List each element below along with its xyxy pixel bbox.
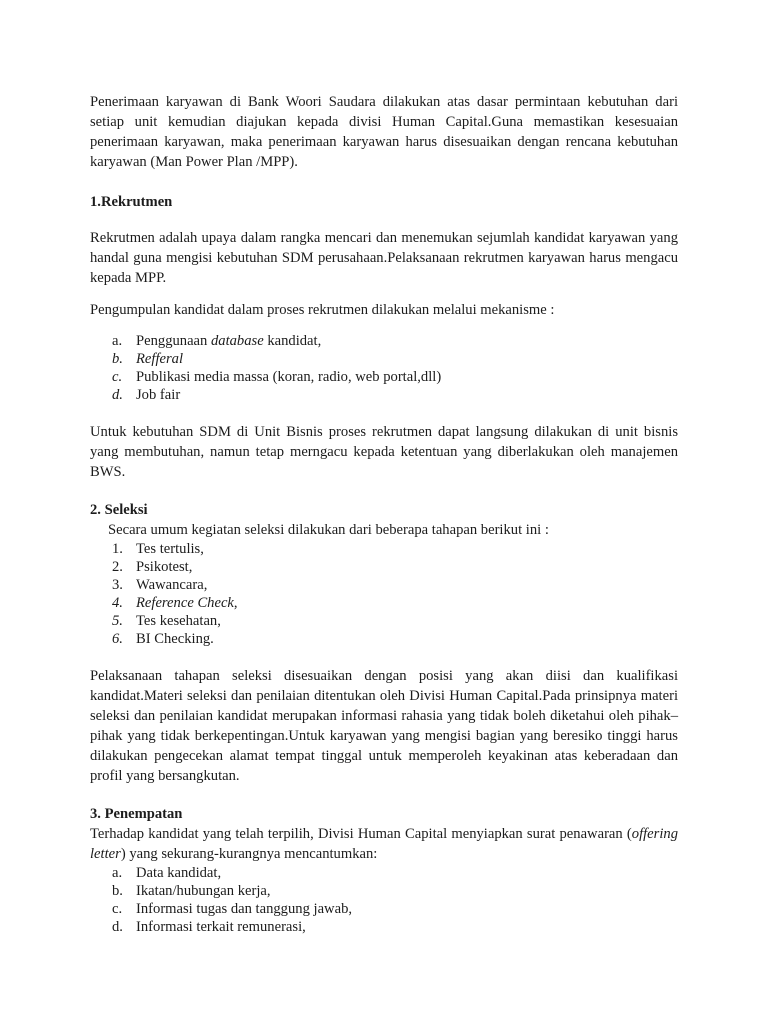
list-item <box>90 558 678 576</box>
list-item-italic-text: database <box>210 333 264 349</box>
list-marker: d. <box>112 919 123 935</box>
list-item <box>90 612 678 630</box>
seleksi-intro: Secara umum kegiatan seleksi dilakukan dari beberapa tahapan berikut ini : <box>108 522 549 538</box>
list-item <box>90 368 678 386</box>
list-item <box>90 576 678 594</box>
list-marker: 3. <box>112 577 123 593</box>
section-heading-rekrutmen: 1.Rekrutmen <box>90 194 173 210</box>
list-item-text: Psikotest, <box>136 559 193 575</box>
section-heading-seleksi: 2. Seleksi <box>90 502 148 518</box>
intro-paragraph: Penerimaan karyawan di Bank Woori Saudara dilakukan atas dasar permintaan kebutuhan dari setiap unit kemudian diajukan kepada divisi Human Capital.Guna memastikan kesesuaian penerimaan karyawan, maka penerimaan karyawan harus disesuaikan dengan rencana kebutuhan karyawan (Man Power Plan /MPP). <box>90 94 678 170</box>
list-item-text-suffix: , <box>233 595 238 611</box>
list-item <box>90 882 678 900</box>
list-item-text: Tes tertulis, <box>136 541 204 557</box>
list-item-text: Wawancara, <box>136 577 208 593</box>
list-item <box>90 594 678 612</box>
list-item-text: Ikatan/hubungan kerja, <box>136 883 271 899</box>
list-item-text: Data kandidat, <box>136 865 222 881</box>
section-heading-penempatan: 3. Penempatan <box>90 806 183 822</box>
paragraph-italic-text: offering letter <box>90 826 678 862</box>
paragraph-text-suffix: ) yang sekurang-kurangnya mencantumkan: <box>120 846 378 862</box>
rekrutmen-mechanism-list <box>90 332 678 404</box>
list-item <box>90 540 678 558</box>
list-marker: a. <box>112 865 123 881</box>
paragraph-text: Terhadap kandidat yang telah terpilih, Divisi Human Capital menyiapkan surat penawaran ( <box>90 826 632 842</box>
list-item <box>90 900 678 918</box>
penempatan-contents-list <box>90 864 678 936</box>
list-item-text-suffix: kandidat, <box>263 333 322 349</box>
list-item <box>90 332 678 350</box>
list-marker: c. <box>112 369 123 385</box>
list-item <box>90 386 678 404</box>
penempatan-paragraph-1 <box>90 824 678 864</box>
list-marker: 4. <box>112 595 123 611</box>
list-item <box>90 918 678 936</box>
list-item-text: Informasi tugas dan tanggung jawab, <box>136 901 353 917</box>
document-body <box>90 92 678 936</box>
list-item-text: Job fair <box>136 387 181 403</box>
seleksi-steps-list <box>90 540 678 648</box>
list-item <box>90 864 678 882</box>
list-marker: a. <box>112 333 123 349</box>
list-item-text: Tes kesehatan, <box>136 613 221 629</box>
rekrutmen-paragraph-2: Pengumpulan kandidat dalam proses rekrutmen dilakukan melalui mekanisme : <box>90 302 555 318</box>
list-item-text: Penggunaan <box>136 333 211 349</box>
list-item <box>90 630 678 648</box>
list-marker: b. <box>112 883 123 899</box>
list-item-italic-text: Reference Check <box>136 595 234 611</box>
list-item-italic-text: Refferal <box>136 351 184 367</box>
list-marker: d. <box>112 387 123 403</box>
list-item-text: Publikasi media massa (koran, radio, web portal,dll) <box>136 369 442 385</box>
list-item-text: Informasi terkait remunerasi, <box>136 919 306 935</box>
list-marker: b. <box>112 351 123 367</box>
list-marker: 6. <box>112 631 123 647</box>
list-item <box>90 350 678 368</box>
list-item-text: BI Checking. <box>136 631 214 647</box>
seleksi-paragraph-1: Pelaksanaan tahapan seleksi disesuaikan dengan posisi yang akan diisi dan kualifikasi kandidat.Materi seleksi dan penilaian ditentukan oleh Divisi Human Capital.Pada prinsipnya materi seleksi dan penilaian kandidat merupakan informasi rahasia yang tidak boleh diketahui oleh pihak–pihak yang tidak berkepentingan.Untuk karyawan yang mengisi bagian yang beresiko tinggi harus dilakukan pengecekan alamat tempat tinggal untuk memperoleh keyakinan atas keberadaan dan profil yang bersangkutan. <box>90 668 678 784</box>
list-marker: c. <box>112 901 123 917</box>
rekrutmen-paragraph-1: Rekrutmen adalah upaya dalam rangka mencari dan menemukan sejumlah kandidat karyawan yang handal guna mengisi kebutuhan SDM perusahaan.Pelaksanaan rekrutmen karyawan harus mengacu kepada MPP. <box>90 230 678 286</box>
list-marker: 2. <box>112 559 123 575</box>
list-marker: 1. <box>112 541 123 557</box>
rekrutmen-paragraph-3: Untuk kebutuhan SDM di Unit Bisnis proses rekrutmen dapat langsung dilakukan di unit bisnis yang membutuhan, namun tetap merngacu kepada ketentuan yang diberlakukan oleh manajemen BWS. <box>90 424 678 480</box>
list-marker: 5. <box>112 613 123 629</box>
